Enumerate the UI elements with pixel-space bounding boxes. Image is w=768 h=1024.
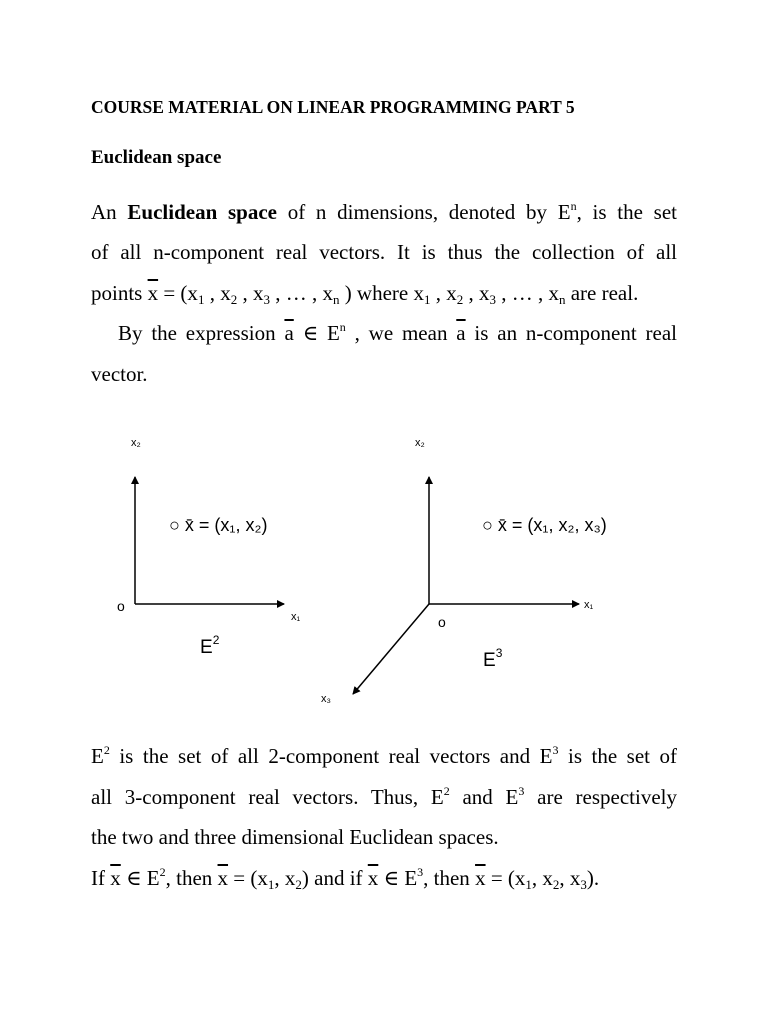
document-title: COURSE MATERIAL ON LINEAR PROGRAMMING PART 5 [91,97,575,117]
paragraph-1-line-2: of all n-component real vectors. It is thus the collection of all [91,240,677,264]
e3-origin-label: o [438,614,446,630]
paragraph-3-line-4: If $\overline{x}$ ∈ $E^2$, then $\overline{x} = (x_1$, $x_2$) and if $\overline{x}$ ∈ $E^3$, then $\overline{x} = (x_1$, $x_2$, $x_3$). [91,865,600,892]
paragraph-3-line-2: all 3-component real vectors. Thus, $E^2$ and $E^3$ are respectively [91,784,677,809]
paragraph-2-line-1: By the expression $\overline{a}$ ∈ $E^n$ , we mean $\overline{a}$ is an n-component real [118,320,677,345]
paragraph-3-line-1: $E^2$ is the set of all 2-component real vectors and $E^3$ is the set of [91,743,677,768]
e2-space-label: $E^2$ [200,633,220,658]
paragraph-2-line-2: vector. [91,362,148,386]
e3-z-axis-label: x₃ [321,693,331,705]
e2-y-axis-label: x₂ [131,437,141,449]
e2-x-axis-label: x₁ [291,611,301,623]
e3-x-axis-label: x₁ [584,599,594,611]
paragraph-1-line-1: An Euclidean space of n dimensions, denoted by $E^n$, is the set [91,199,677,224]
e3-z-axis [353,604,429,694]
e3-y-axis-label: x₂ [415,437,425,449]
paragraph-1-line-3: points $\overline{x} = (x_1$ , $x_2$ , $x_3$ , … , $x_n$ ) where $x_1$ , $x_2$ , $x_3$ , … , $x_n$ are real. [91,281,639,307]
e3-space-label: $E^3$ [483,646,503,671]
e3-point-label: ○ x̄ = (x₁, x₂, x₃) [482,515,607,535]
e2-origin-label: o [117,598,125,614]
e2-point-label: ○ x̄ = (x₁, x₂) [169,515,268,535]
paragraph-3-line-3: the two and three dimensional Euclidean spaces. [91,825,499,849]
section-heading: Euclidean space [91,147,222,168]
